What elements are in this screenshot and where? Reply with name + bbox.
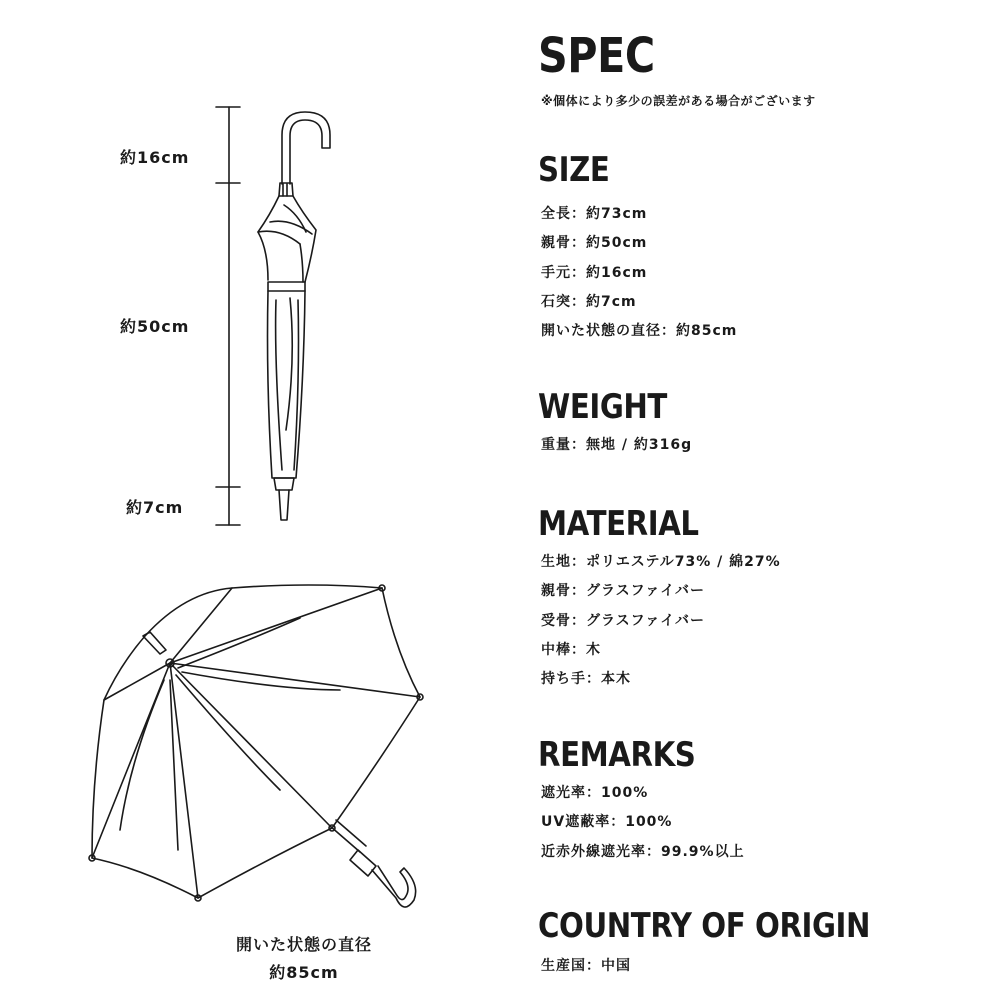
weight-heading: WEIGHT: [538, 387, 667, 427]
tolerance-note: ※個体により多少の誤差がある場合がございます: [541, 94, 816, 108]
weight-list: [541, 431, 692, 460]
open-umbrella-drawing: [89, 585, 423, 907]
size-row: 石突：約7cm: [541, 293, 637, 310]
size-list: [541, 200, 737, 346]
size-row: 全長：約73cm: [541, 206, 648, 222]
closed-umbrella-drawing: [258, 112, 330, 520]
remarks-row: UV遮蔽率：100%: [541, 814, 673, 831]
origin-list: [541, 952, 631, 981]
size-row: 親骨：約50cm: [541, 235, 648, 252]
remarks-heading: REMARKS: [538, 735, 696, 775]
origin-row: 生産国：中国: [541, 958, 631, 974]
origin-heading: COUNTRY OF ORIGIN: [538, 906, 871, 946]
weight-row: 重量：無地 / 約316g: [541, 437, 693, 453]
tip-length-label: 約7cm: [126, 498, 184, 517]
size-row: 開いた状態の直径：約85cm: [541, 323, 738, 340]
material-heading: MATERIAL: [538, 504, 699, 544]
material-row: 受骨：グラスファイバー: [541, 612, 706, 629]
open-diameter-value: 約85cm: [269, 963, 339, 982]
remarks-row: 近赤外線遮光率：99.9%以上: [541, 843, 745, 860]
material-row: 持ち手：本木: [541, 671, 631, 688]
material-row: 生地：ポリエステル73% / 綿27%: [541, 554, 781, 570]
handle-length-label: 約16cm: [120, 148, 190, 167]
size-heading: SIZE: [538, 150, 610, 190]
remarks-row: 遮光率：100%: [541, 785, 649, 801]
dimension-bar: [216, 107, 240, 525]
remarks-list: [541, 779, 745, 867]
rib-length-label: 約50cm: [120, 317, 190, 336]
page-title: SPEC: [538, 28, 655, 84]
material-list: [541, 548, 781, 694]
size-row: 手元：約16cm: [541, 264, 648, 281]
open-diameter-caption: 開いた状態の直径: [235, 935, 372, 954]
material-row: 親骨：グラスファイバー: [541, 583, 706, 600]
material-row: 中棒：木: [541, 641, 601, 658]
